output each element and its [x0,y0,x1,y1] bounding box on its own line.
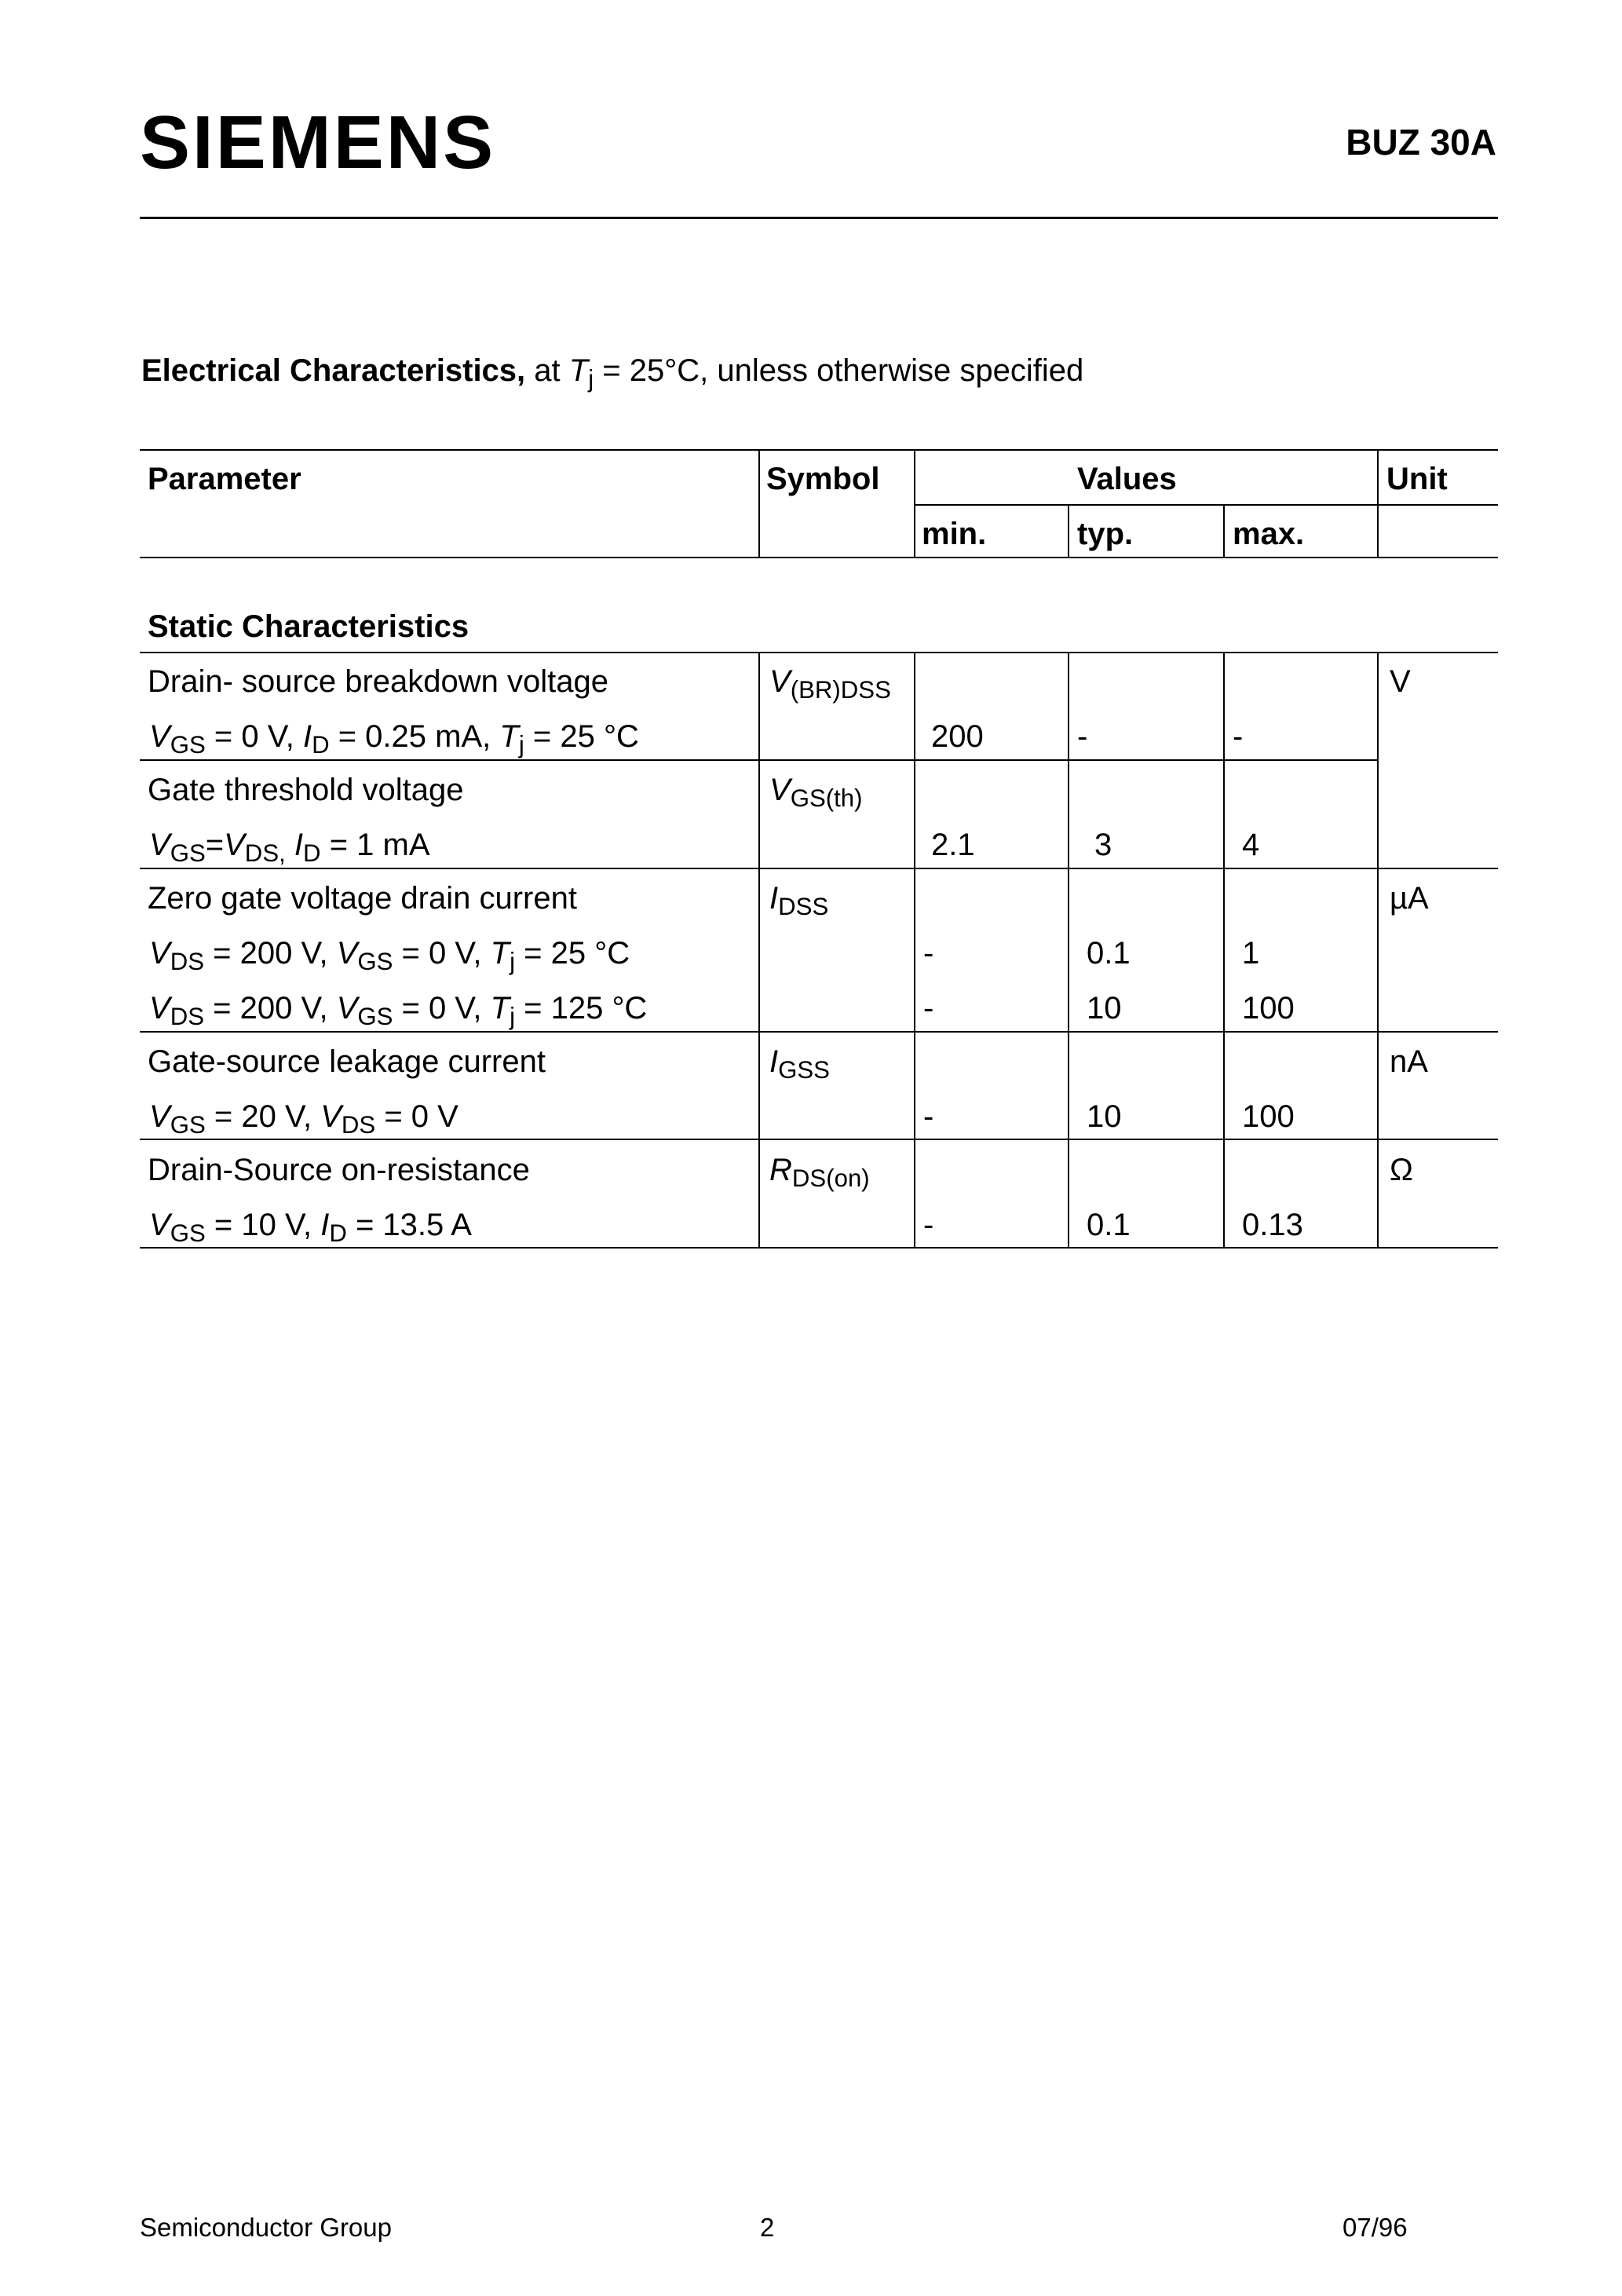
row5-unit: Ω [1390,1153,1413,1187]
header-min: min. [922,517,987,551]
body-col-sep-min [914,652,915,1247]
row3-typ-2: 10 [1087,991,1122,1026]
row5-condition: $V_{GS} = 10$ V, $I_D = 13.5$ A [149,1208,472,1247]
table-top-rule [140,449,1498,451]
row-rule-4 [140,1139,1498,1140]
row1-symbol: $V_{(BR)DSS}$ [769,664,891,704]
row4-max: 100 [1242,1099,1295,1134]
heading-t-symbol: T [568,353,589,388]
section-rule [140,652,1498,653]
header-typ: typ. [1077,517,1134,551]
heading-at: at [525,353,569,388]
row2-symbol: $V_{GS(th)}$ [769,773,863,812]
heading-bold: Electrical Characteristics, [141,353,526,388]
row5-typ: 0.1 [1087,1208,1131,1242]
heading-t-sub: j [588,364,594,393]
row4-typ: 10 [1087,1099,1122,1134]
body-col-sep-symbol [758,652,760,1247]
row5-max: 0.13 [1242,1208,1303,1242]
row1-min: 200 [931,719,984,754]
row3-parameter: Zero gate voltage drain current [148,881,577,916]
row3-symbol: $I_{DSS}$ [769,881,829,920]
siemens-logo: SIEMENS [140,101,496,185]
body-col-sep-max [1223,652,1225,1247]
row-rule-2 [140,868,1498,869]
row3-typ-1: 0.1 [1087,936,1131,971]
header-divider [140,217,1498,219]
header-col-sep-values [914,449,915,557]
table-bottom-rule [140,1247,1498,1249]
heading-rest: = 25°C, unless otherwise specified [594,353,1084,388]
row2-max: 4 [1242,828,1260,862]
values-header-rule [915,504,1498,506]
row3-max-1: 1 [1242,936,1260,971]
row2-parameter: Gate threshold voltage [148,773,464,807]
header-bottom-rule [140,557,1498,558]
header-symbol: Symbol [766,462,880,496]
body-col-sep-unit [1377,652,1379,1247]
part-number: BUZ 30A [1346,122,1496,163]
row2-min: 2.1 [931,828,975,862]
row4-symbol: $I_{GSS}$ [769,1044,830,1084]
row4-unit: nA [1390,1044,1428,1079]
row3-condition-1: $V_{DS} = 200$ V, $V_{GS} = 0$ V, $T_j = 25$ °C [149,936,630,975]
header-parameter: Parameter [148,462,301,496]
row3-max-2: 100 [1242,991,1295,1026]
row1-unit: V [1390,664,1411,699]
footer-date: 07/96 [1343,2213,1408,2242]
row1-condition: $V_{GS} = 0$ V, $I_D = 0.25$ mA, $T_j = 25$ °C [149,719,639,759]
header-col-sep-symbol [758,449,760,557]
section-static-characteristics: Static Characteristics [148,609,469,644]
row5-min: - [923,1208,934,1242]
row1-typ: - [1077,719,1088,754]
footer-company: Semiconductor Group [140,2213,392,2242]
header-unit: Unit [1386,462,1448,496]
body-col-sep-typ [1068,652,1069,1247]
row4-condition: $V_{GS} = 20$ V, $V_{DS} = 0$ V [149,1099,458,1139]
row2-condition: $V_{GS}=V_{DS,}$ $I_D = 1$ mA [149,828,430,867]
row1-parameter: Drain- source breakdown voltage [148,664,608,699]
row4-parameter: Gate-source leakage current [148,1044,546,1079]
row2-typ: 3 [1094,828,1112,862]
header-values: Values [1077,462,1177,496]
row3-min-2: - [923,991,934,1026]
row5-symbol: $R_{DS(on)}$ [769,1153,870,1192]
row-rule-3 [140,1031,1498,1033]
row3-condition-2: $V_{DS} = 200$ V, $V_{GS} = 0$ V, $T_j = 125$ °C [149,991,648,1030]
row3-unit: µA [1390,881,1429,916]
row1-max: - [1233,719,1244,754]
row4-min: - [923,1099,934,1134]
header-col-sep-max [1223,504,1225,557]
footer-page-number: 2 [760,2213,775,2242]
row3-min-1: - [923,936,934,971]
row5-parameter: Drain-Source on-resistance [148,1153,530,1187]
section-heading [141,352,1084,393]
header-col-sep-typ [1068,504,1069,557]
header-max: max. [1233,517,1305,551]
header-col-sep-unit [1377,449,1379,557]
